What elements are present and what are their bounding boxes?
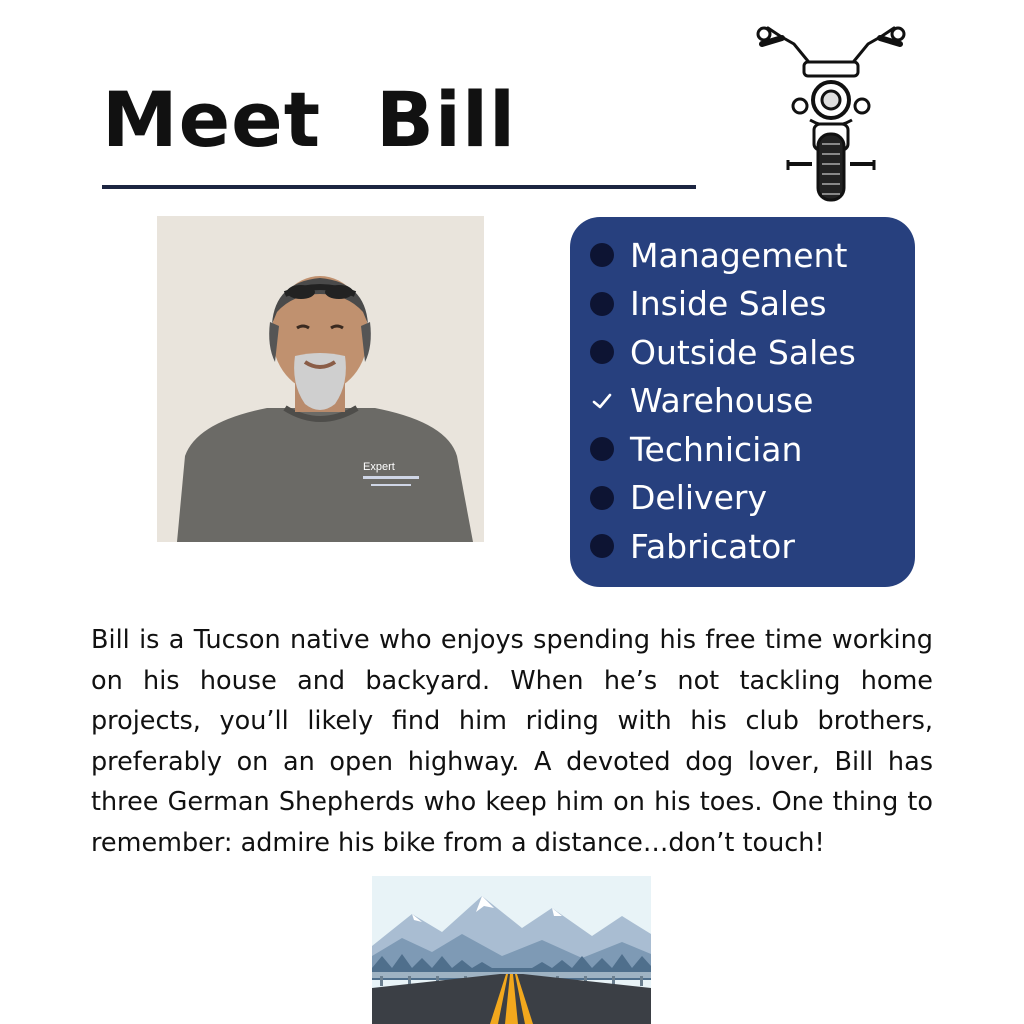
role-label: Warehouse: [630, 381, 814, 421]
role-item-warehouse: [590, 377, 915, 426]
bullet-icon: [590, 292, 614, 316]
bullet-icon: [590, 534, 614, 558]
role-label: Fabricator: [630, 526, 795, 566]
role-label: Outside Sales: [630, 332, 856, 372]
role-label: Inside Sales: [630, 284, 827, 324]
role-label: Technician: [630, 429, 803, 469]
bio-paragraph: Bill is a Tucson native who enjoys spending his free time working on his house and backyard. When he’s not tackling home projects, you’ll likely find him riding with his club brothers, preferably on an open highway. A devoted dog lover, Bill has three German Shepherds who keep him on his toes. One thing to remember: admire his bike from a distance…don’t touch!: [91, 625, 933, 858]
role-item-technician: [590, 425, 915, 474]
role-item-outside-sales: [590, 328, 915, 377]
bullet-icon: [590, 437, 614, 461]
role-label: Delivery: [630, 478, 767, 518]
roles-list: [570, 217, 915, 571]
title-underline: [102, 185, 696, 189]
role-item-inside-sales: [590, 280, 915, 329]
bullet-icon: [590, 243, 614, 267]
roles-panel: [570, 217, 915, 587]
shirt-logo-text: Expert: [363, 461, 395, 473]
role-label: Management: [630, 235, 848, 275]
portrait-photo: [157, 216, 484, 542]
checkmark-icon: [590, 389, 614, 413]
road-illustration: [372, 876, 651, 1024]
bullet-icon: [590, 486, 614, 510]
role-item-delivery: [590, 474, 915, 523]
motorcycle-icon: [754, 14, 908, 204]
role-item-fabricator: [590, 522, 915, 571]
bullet-icon: [590, 340, 614, 364]
role-item-management: [590, 231, 915, 280]
page-title: Meet Bill: [102, 75, 517, 164]
